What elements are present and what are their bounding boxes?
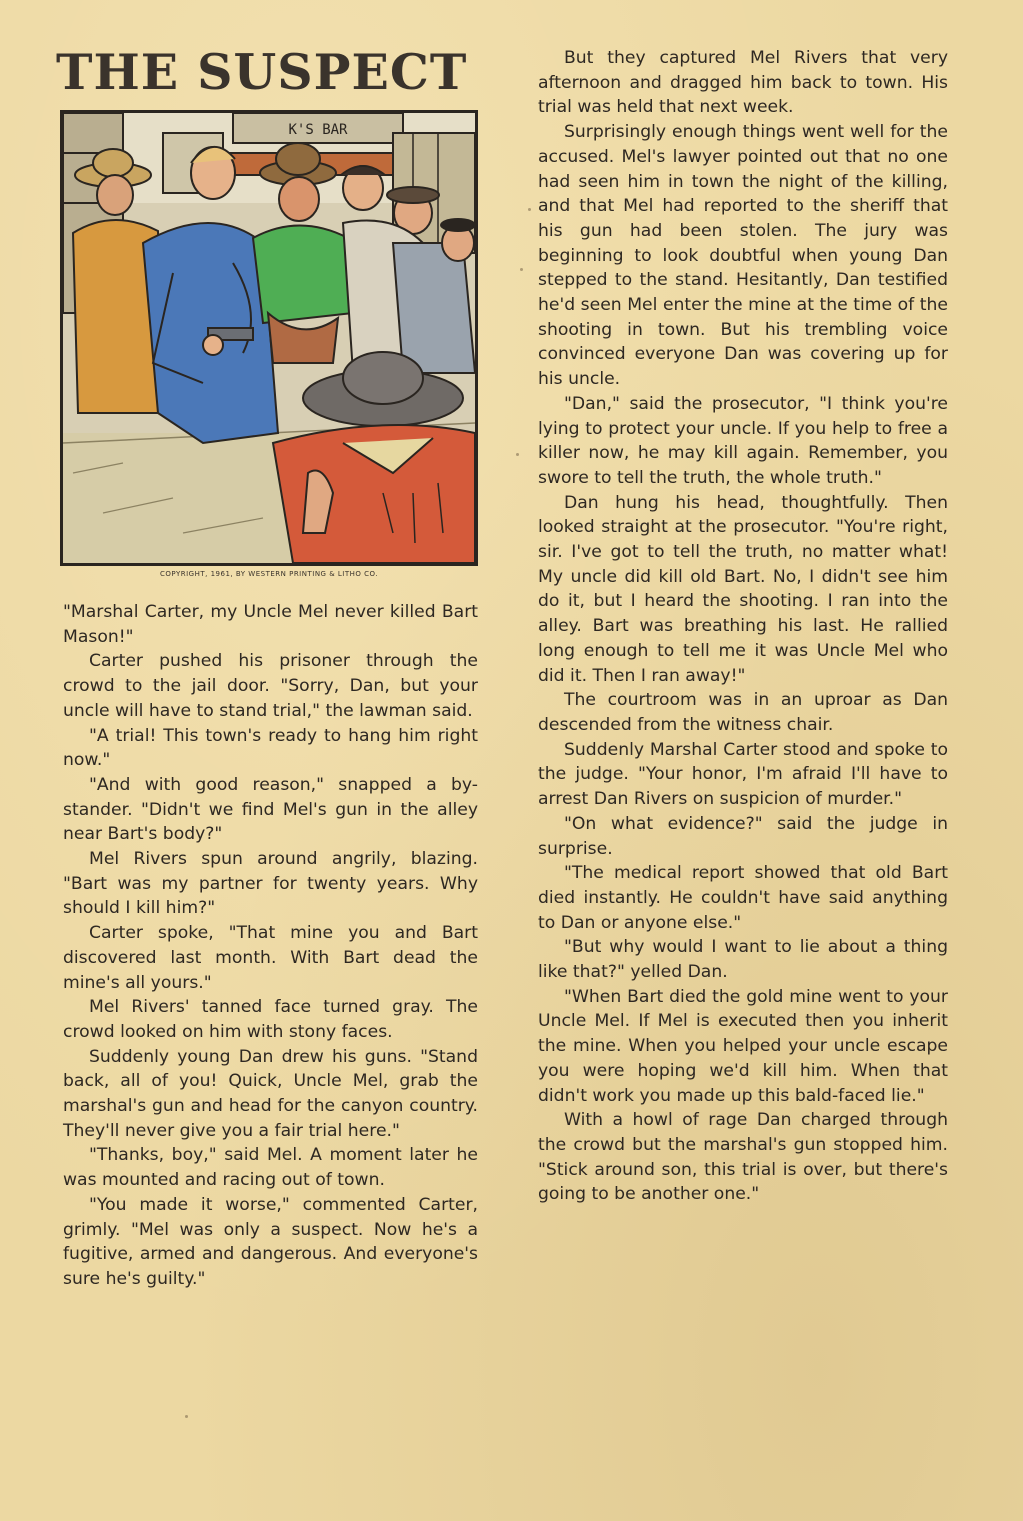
paragraph: Carter pushed his prisoner through the crowd to the jail door. "Sorry, Dan, but your uncle will have to stand trial," the lawman said. — [63, 651, 478, 721]
paragraph: "When Bart died the gold mine went to your Uncle Mel. If Mel is executed then you inherit the mine. When you helped your uncle escape you were hoping we'd kill him. When that didn't work you made up this bald-faced lie." — [538, 986, 948, 1106]
illustration-svg — [63, 113, 475, 563]
story-title: THE SUSPECT — [56, 43, 468, 101]
paper-speck — [528, 208, 531, 211]
paragraph: "Dan," said the prosecutor, "I think you're lying to protect your uncle. If you help to free a killer now, he may kill again. Remember, you swore to tell the truth, the whole truth." — [538, 393, 948, 488]
story-illustration — [60, 110, 478, 566]
paragraph: "And with good reason," snapped a by-stander. "Didn't we find Mel's gun in the alley near Bart's body?" — [63, 774, 478, 845]
copyright-notice: COPYRIGHT, 1961, BY WESTERN PRINTING & LITHO CO. — [160, 570, 378, 578]
paper-speck — [516, 453, 519, 456]
paragraph: Suddenly young Dan drew his guns. "Stand back, all of you! Quick, Uncle Mel, grab the marshal's gun and head for the canyon country. They'll never give you a fair trial here." — [63, 1046, 478, 1141]
left-text-column — [63, 600, 478, 1292]
paragraph: Mel Rivers spun around angrily, blazing. "Bart was my partner for twenty years. Why should I kill him?" — [63, 849, 478, 919]
paragraph: "You made it worse," commented Carter, grimly. "Mel was only a suspect. Now he's a fugitive, armed and dangerous. And everyone's sure he's guilty." — [63, 1194, 478, 1289]
paragraph: With a howl of rage Dan charged through the crowd but the marshal's gun stopped him. "Stick around son, this trial is over, but there's going to be another one." — [538, 1110, 948, 1205]
paragraph: Mel Rivers' tanned face turned gray. The crowd looked on him with stony faces. — [63, 997, 478, 1042]
paragraph: Dan hung his head, thoughtfully. Then looked straight at the prosecutor. "You're right, sir. I've got to tell the truth, no matter what! My uncle did kill old Bart. No, I didn't see him do it, but I heard the shooting. I ran into the alley. Bart was breathing his last. He rallied long enough to tell me it was Uncle Mel who did it. Then I ran away!" — [538, 492, 948, 686]
paragraph: Carter spoke, "That mine you and Bart discovered last month. With Bart dead the mine's all yours." — [63, 923, 478, 993]
paragraph: The courtroom was in an uproar as Dan descended from the witness chair. — [538, 690, 948, 735]
right-text-column — [538, 46, 948, 1207]
paragraph: Surprisingly enough things went well for the accused. Mel's lawyer pointed out that no one had seen him in town the night of the killing, and that Mel had reported to the sheriff that his gun had been stolen. The jury was beginning to look doubtful when young Dan stepped to the stand. Hesitantly, Dan testified he'd seen Mel enter the mine at the time of the shooting in town. But his trembling voice convinced everyone Dan was covering up for his uncle. — [538, 122, 948, 390]
paper-speck — [185, 1415, 188, 1418]
paragraph: "But why would I want to lie about a thing like that?" yelled Dan. — [538, 937, 948, 983]
paragraph: But they captured Mel Rivers that very afternoon and dragged him back to town. His trial was held that next week. — [538, 48, 948, 118]
paragraph: "On what evidence?" said the judge in surprise. — [538, 813, 948, 859]
bar-sign-text: K'S BAR — [288, 122, 348, 138]
paragraph: "Marshal Carter, my Uncle Mel never killed Bart Mason!" — [63, 602, 478, 647]
paper-speck — [520, 268, 523, 271]
paragraph: "A trial! This town's ready to hang him right now." — [63, 725, 478, 771]
paragraph: "The medical report showed that old Bart died instantly. He couldn't have said anything to Dan or anyone else." — [538, 863, 948, 933]
paragraph: "Thanks, boy," said Mel. A moment later he was mounted and racing out of town. — [63, 1145, 478, 1191]
paragraph: Suddenly Marshal Carter stood and spoke to the judge. "Your honor, I'm afraid I'll have to arrest Dan Rivers on suspicion of murder." — [538, 739, 948, 810]
